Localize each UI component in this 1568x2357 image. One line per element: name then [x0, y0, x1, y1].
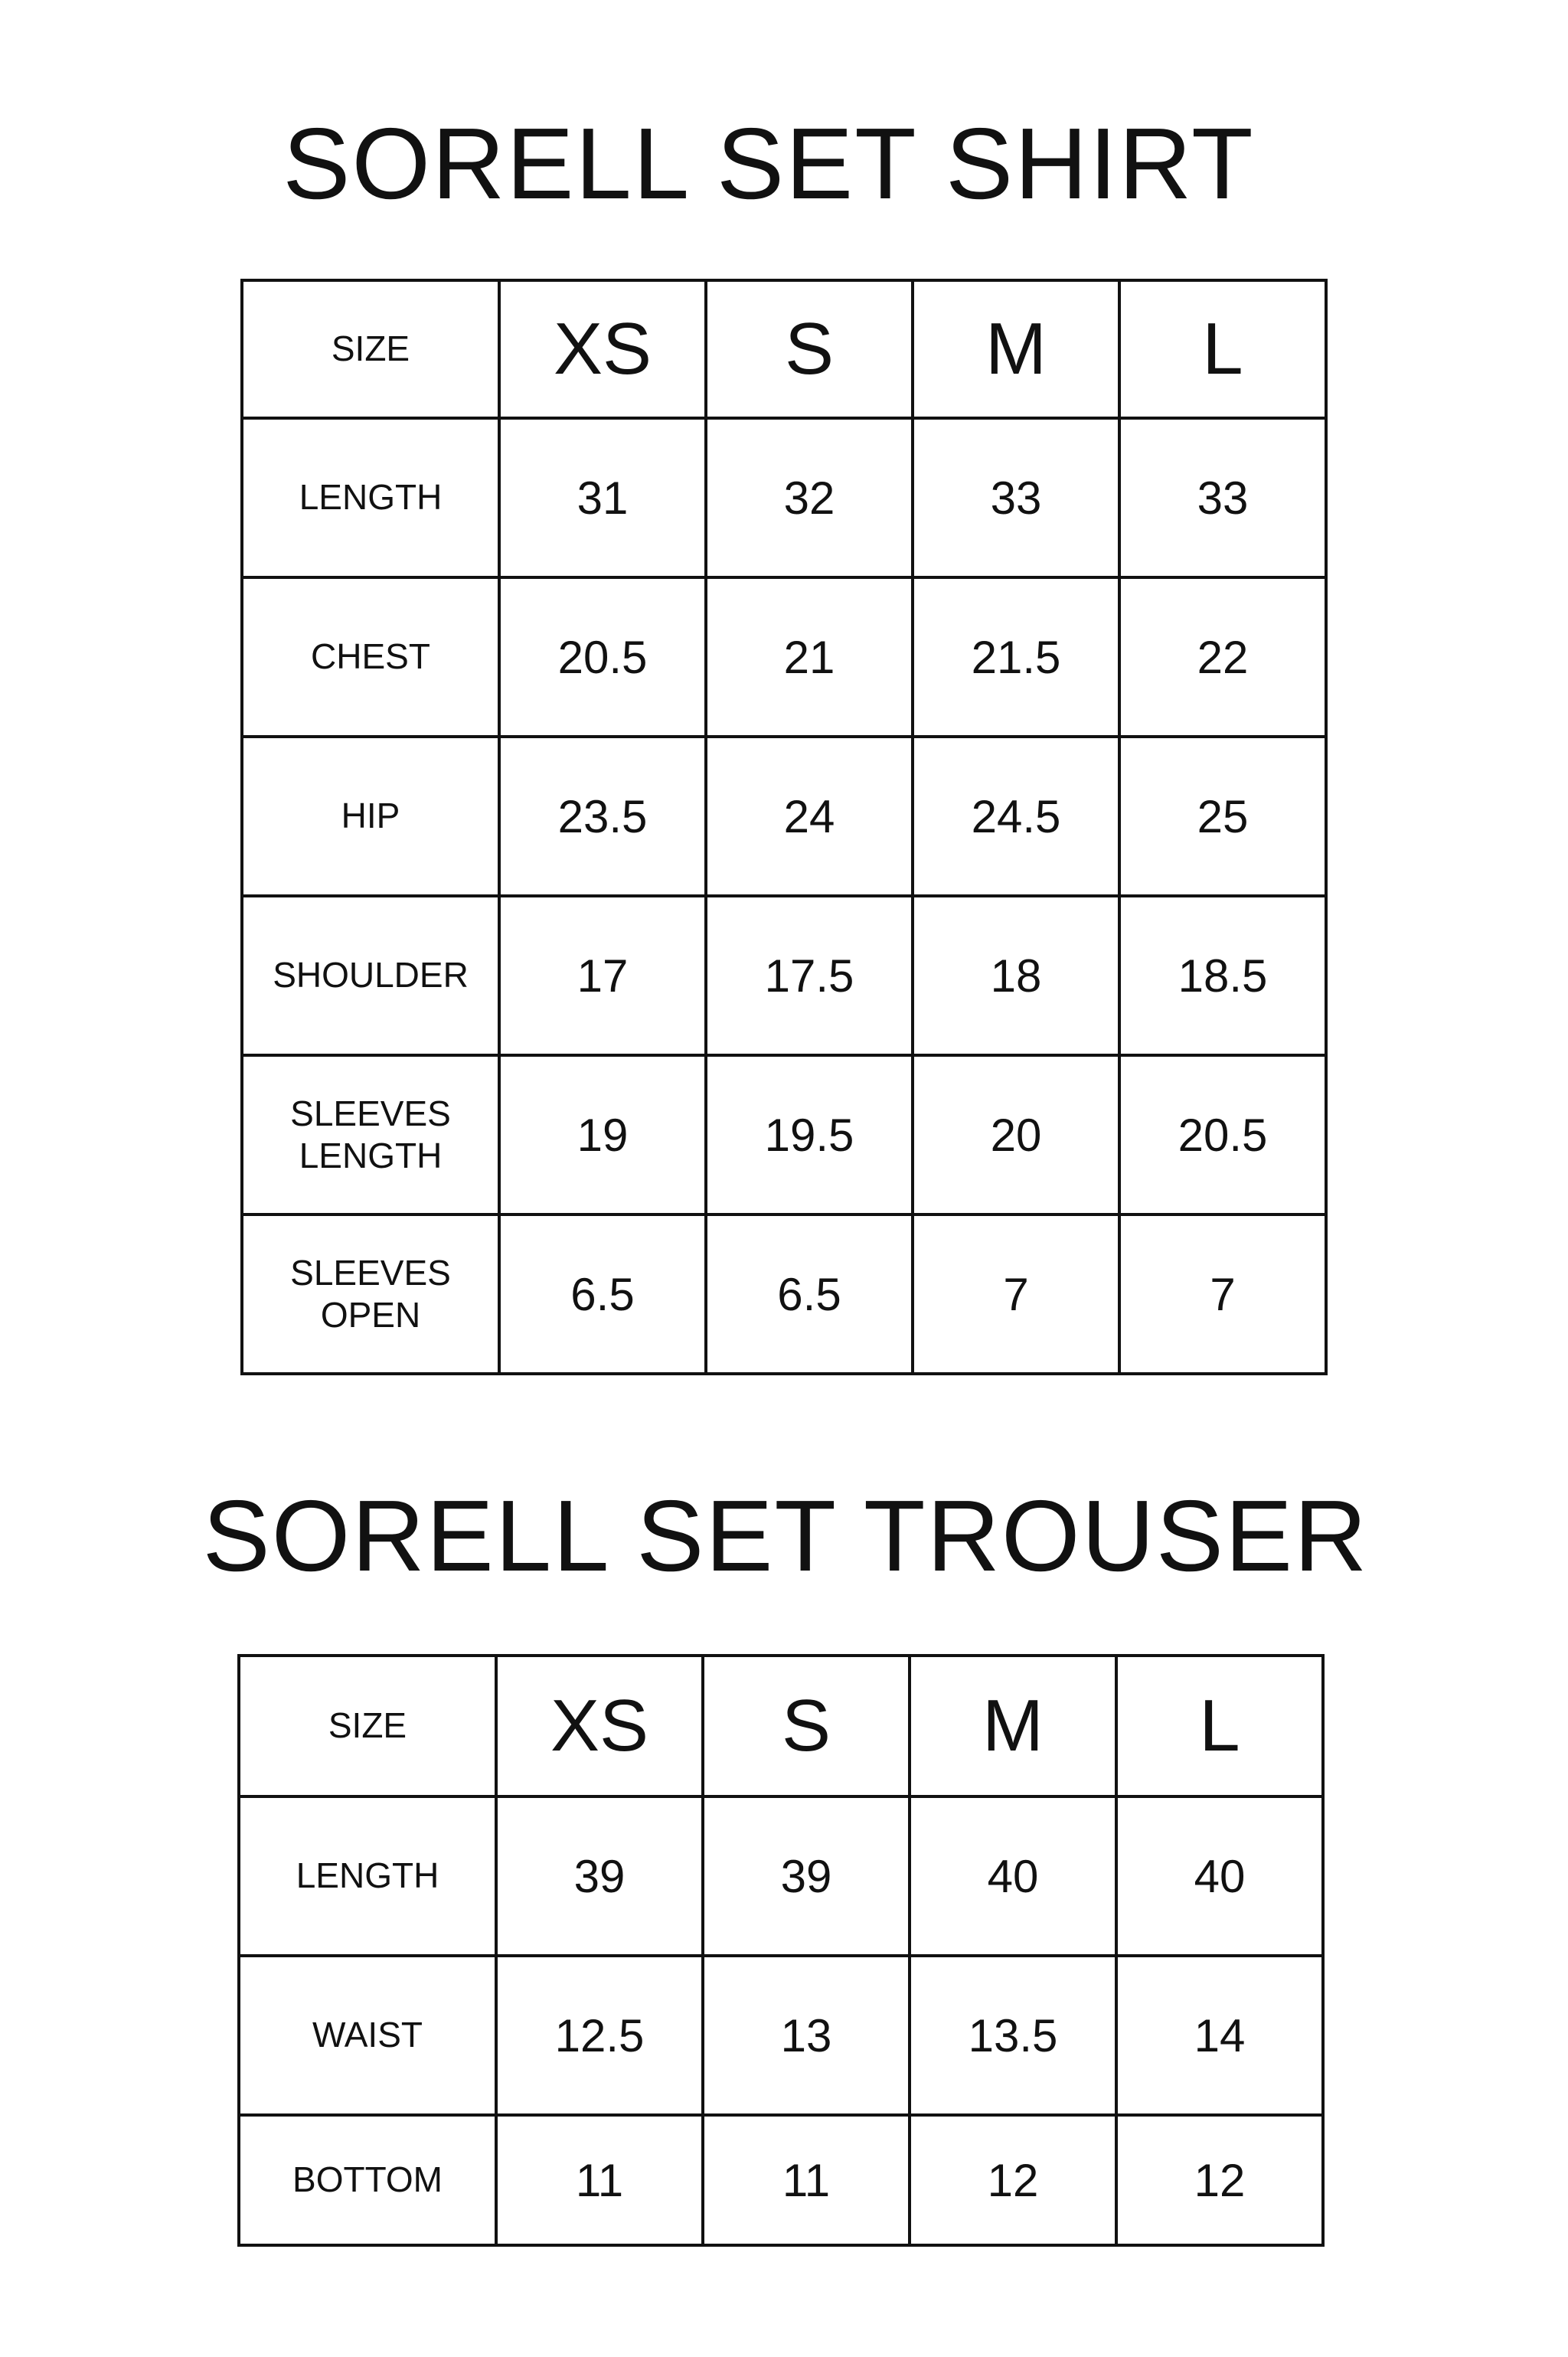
table-row-length	[239, 1796, 1323, 1956]
measurement-cell: 19	[499, 1055, 706, 1214]
row-label: HIP	[242, 737, 499, 896]
size-column-header-m: M	[913, 280, 1119, 418]
row-label: SHOULDER	[242, 896, 499, 1055]
size-column-header-xs: XS	[499, 280, 706, 418]
table-header-row	[239, 1656, 1323, 1796]
measurement-cell: 19.5	[706, 1055, 913, 1214]
measurement-cell: 20.5	[1119, 1055, 1326, 1214]
table-row-sleeves-length	[242, 1055, 1326, 1214]
measurement-cell: 33	[1119, 418, 1326, 577]
row-label: SLEEVES OPEN	[242, 1214, 499, 1374]
table-row-shoulder	[242, 896, 1326, 1055]
shirt-size-chart-title: SORELL SET SHIRT	[283, 107, 1255, 220]
measurement-cell: 31	[499, 418, 706, 577]
measurement-cell: 6.5	[499, 1214, 706, 1374]
measurement-cell: 13	[703, 1956, 910, 2115]
table-row-length	[242, 418, 1326, 577]
table-row-sleeves-open	[242, 1214, 1326, 1374]
table-header-row	[242, 280, 1326, 418]
measurement-cell: 17	[499, 896, 706, 1055]
measurement-cell: 21.5	[913, 577, 1119, 737]
measurement-cell: 39	[703, 1796, 910, 1956]
shirt-size-table	[240, 279, 1328, 1375]
trouser-size-chart-title: SORELL SET TROUSER	[202, 1479, 1369, 1592]
table-row-chest	[242, 577, 1326, 737]
table-row-hip	[242, 737, 1326, 896]
size-column-header-s: S	[703, 1656, 910, 1796]
measurement-cell: 12	[910, 2115, 1116, 2245]
measurement-cell: 21	[706, 577, 913, 737]
measurement-cell: 20	[913, 1055, 1119, 1214]
row-label: LENGTH	[242, 418, 499, 577]
measurement-cell: 11	[703, 2115, 910, 2245]
measurement-cell: 11	[496, 2115, 703, 2245]
size-column-header-xs: XS	[496, 1656, 703, 1796]
measurement-cell: 17.5	[706, 896, 913, 1055]
table-row-waist	[239, 1956, 1323, 2115]
measurement-cell: 20.5	[499, 577, 706, 737]
measurement-cell: 24	[706, 737, 913, 896]
measurement-cell: 33	[913, 418, 1119, 577]
measurement-cell: 40	[910, 1796, 1116, 1956]
size-column-header-m: M	[910, 1656, 1116, 1796]
measurement-cell: 39	[496, 1796, 703, 1956]
size-header-label: SIZE	[239, 1656, 496, 1796]
size-column-header-l: L	[1116, 1656, 1323, 1796]
row-label: SLEEVES LENGTH	[242, 1055, 499, 1214]
measurement-cell: 18.5	[1119, 896, 1326, 1055]
measurement-cell: 32	[706, 418, 913, 577]
size-column-header-l: L	[1119, 280, 1326, 418]
measurement-cell: 14	[1116, 1956, 1323, 2115]
measurement-cell: 7	[913, 1214, 1119, 1374]
row-label: WAIST	[239, 1956, 496, 2115]
measurement-cell: 7	[1119, 1214, 1326, 1374]
row-label: LENGTH	[239, 1796, 496, 1956]
measurement-cell: 12	[1116, 2115, 1323, 2245]
table-row-bottom	[239, 2115, 1323, 2245]
measurement-cell: 22	[1119, 577, 1326, 737]
measurement-cell: 6.5	[706, 1214, 913, 1374]
trouser-size-table	[237, 1654, 1325, 2247]
row-label: BOTTOM	[239, 2115, 496, 2245]
measurement-cell: 13.5	[910, 1956, 1116, 2115]
size-header-label: SIZE	[242, 280, 499, 418]
measurement-cell: 40	[1116, 1796, 1323, 1956]
measurement-cell: 18	[913, 896, 1119, 1055]
size-column-header-s: S	[706, 280, 913, 418]
measurement-cell: 25	[1119, 737, 1326, 896]
measurement-cell: 12.5	[496, 1956, 703, 2115]
measurement-cell: 24.5	[913, 737, 1119, 896]
measurement-cell: 23.5	[499, 737, 706, 896]
row-label: CHEST	[242, 577, 499, 737]
